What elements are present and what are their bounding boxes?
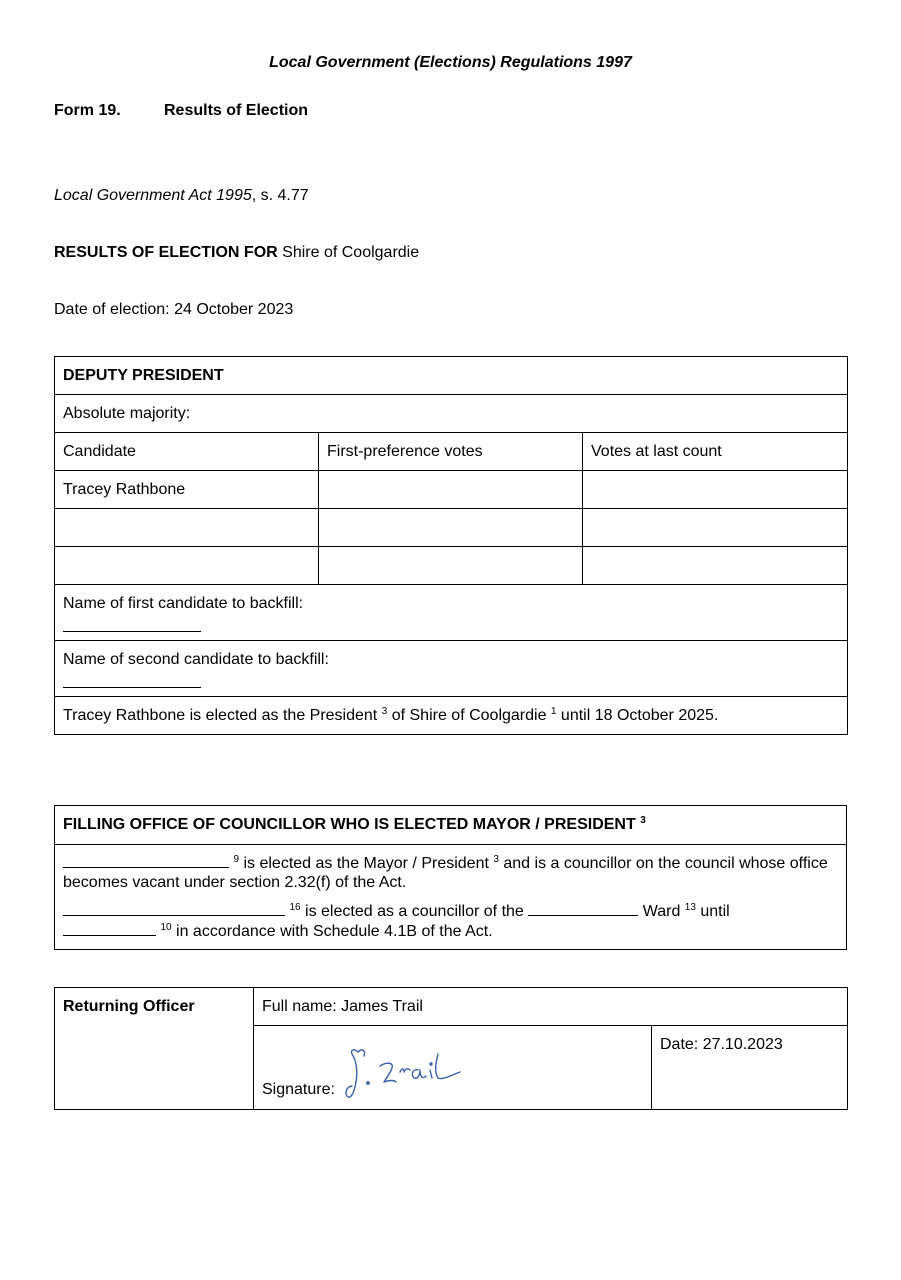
table-cell [55,547,319,585]
backfill-first-label: Name of first candidate to backfill: [63,595,304,612]
table-cell [583,471,848,509]
absolute-majority-label: Absolute majority: [55,395,848,433]
table-cell [583,547,848,585]
form-title: Results of Election [164,102,309,119]
mayor-elected-paragraph [63,853,838,892]
filling-office-body [55,845,847,950]
filling-office-title-text: FILLING OFFICE OF COUNCILLOR WHO IS ELECTED MAYOR / PRESIDENT [63,816,641,833]
results-for-label: RESULTS OF ELECTION FOR [54,244,278,261]
footnote-ref: 1 [550,706,557,717]
table-row [55,547,848,585]
paragraph-text: is elected as a councillor of the [300,903,529,920]
column-header: First-preference votes [319,433,583,471]
paragraph-text: Ward [638,903,685,920]
elected-statement [55,697,848,735]
signature-label: Signature: [262,1081,335,1098]
blank-line [63,853,229,868]
filling-office-title [55,806,847,845]
councillor-elected-paragraph [63,901,838,941]
form-heading [54,102,308,120]
blank-line [63,901,285,916]
table-cell [55,509,319,547]
backfill-second-label: Name of second candidate to backfill: [63,651,329,668]
deputy-president-table [54,356,848,735]
elected-text: Tracey Rathbone is elected as the President [63,707,382,724]
signature-date: Date: 27.10.2023 [652,1026,848,1110]
table-cell [583,509,848,547]
results-for-value: Shire of Coolgardie [277,244,420,261]
paragraph-text: and is a councillor on the council whose office becomes vacant under section 2.32(f) of the Act. [63,855,828,891]
footnote-ref: 3 [493,854,499,865]
column-header: Votes at last count [583,433,848,471]
signature-cell [254,1026,652,1110]
returning-officer-table [54,987,848,1110]
table-cell: Tracey Rathbone [55,471,319,509]
footnote-ref: 13 [684,902,696,913]
blank-line [63,921,156,936]
act-section: , s. 4.77 [251,187,309,204]
regulations-title: Local Government (Elections) Regulations 1997 [269,54,632,71]
footnote-ref: 10 [160,922,172,933]
blank-line [528,901,638,916]
deputy-table-title: DEPUTY PRESIDENT [55,357,848,395]
backfill-first-blank [63,613,201,632]
elected-text: of Shire of Coolgardie [387,707,551,724]
form-number: Form 19. [54,102,121,119]
table-header-row [55,433,848,471]
table-cell [319,509,583,547]
signature-image [342,1042,472,1104]
table-cell [319,547,583,585]
table-cell [319,471,583,509]
date-of-election: Date of election: 24 October 2023 [54,301,294,318]
table-row [55,471,848,509]
act-reference [54,187,309,205]
full-name: Full name: James Trail [254,988,848,1026]
backfill-second-blank [63,669,201,688]
results-for-line [54,244,419,262]
paragraph-text: in accordance with Schedule 4.1B of the Act. [171,923,493,940]
paragraph-text: until [695,903,730,920]
elected-text: until 18 October 2025. [556,707,719,724]
footnote-ref: 3 [640,815,646,826]
footnote-ref: 9 [233,854,240,865]
footnote-ref: 3 [381,706,388,717]
act-name: Local Government Act 1995 [54,187,252,204]
column-header: Candidate [55,433,319,471]
backfill-first [55,585,848,641]
backfill-second [55,641,848,697]
paragraph-text: is elected as the Mayor / President [239,855,494,872]
table-row [55,509,848,547]
footnote-ref: 16 [289,902,301,913]
returning-officer-label: Returning Officer [55,988,254,1110]
filling-office-table [54,805,847,950]
